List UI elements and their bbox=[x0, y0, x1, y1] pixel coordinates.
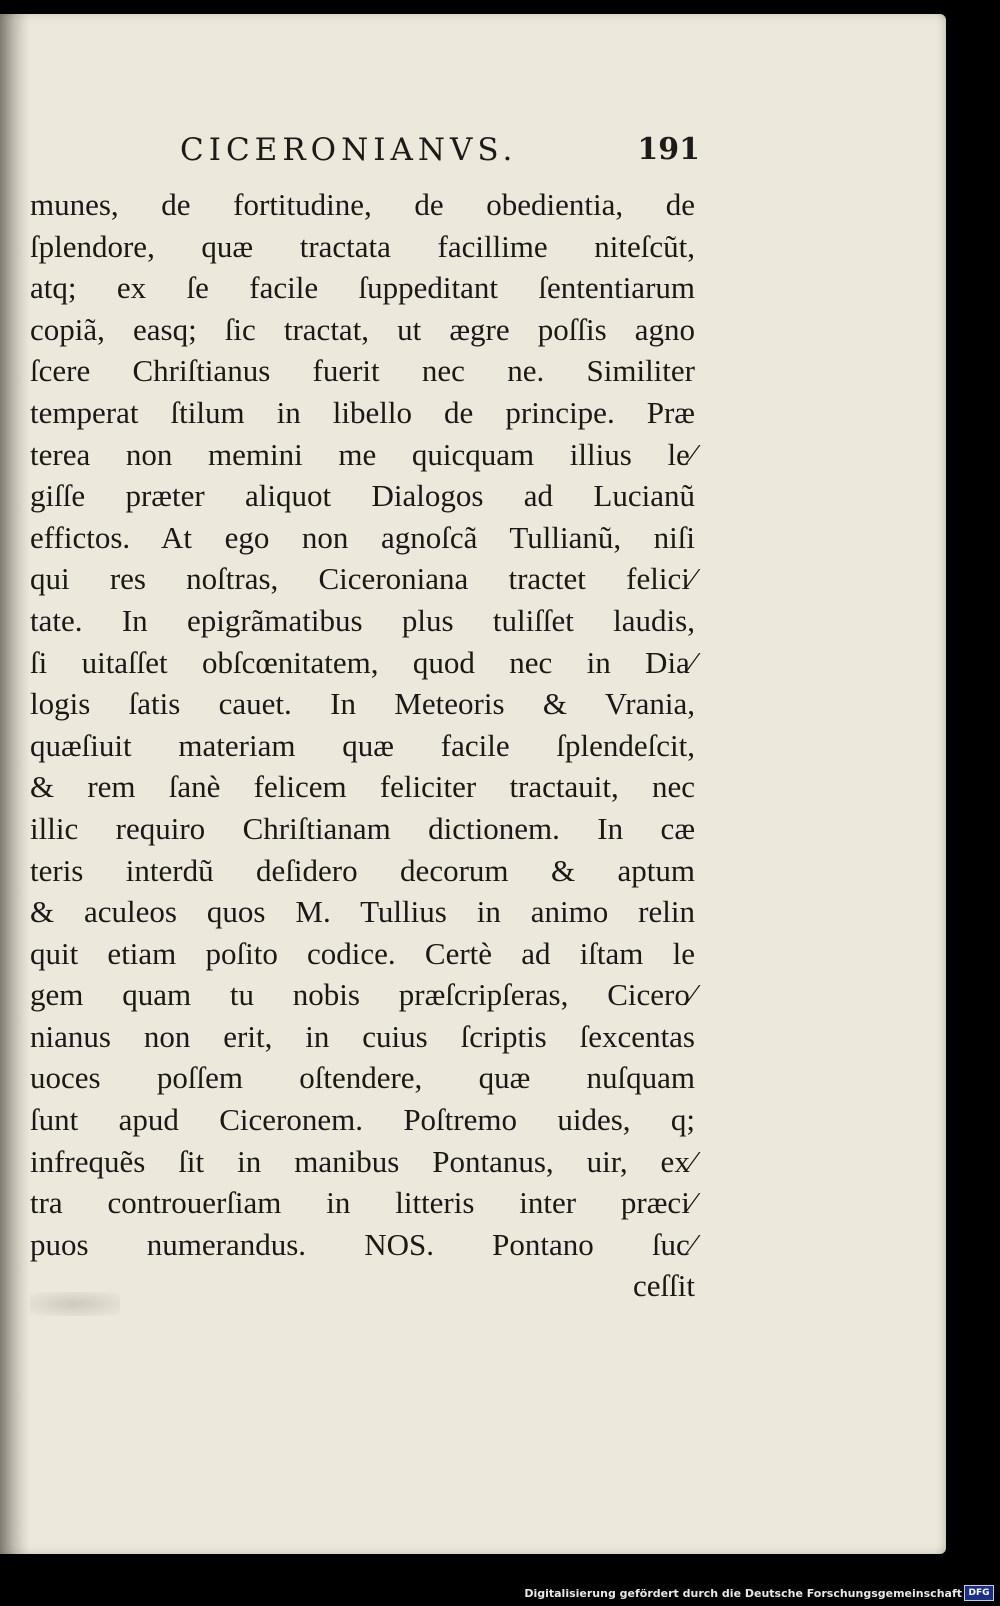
page-header bbox=[180, 132, 700, 172]
text-line: illic requiro Chriſtianam dictionem. In cæ bbox=[30, 810, 695, 846]
text-line: qui res noſtras, Ciceroniana tractet felici⁄ bbox=[30, 561, 695, 597]
text-block bbox=[30, 184, 695, 1307]
text-line: ſplendore, quæ tractata facillime niteſcũt, bbox=[30, 228, 695, 264]
text-line: quit etiam poſito codice. Certè ad iſtam le bbox=[30, 935, 695, 971]
text-line: copiã, easq; ſic tractat, ut ægre poſſis agno bbox=[30, 311, 695, 347]
text-line: ſunt apud Ciceronem. Poſtremo uides, q; bbox=[30, 1102, 695, 1138]
text-line: effictos. At ego non agnoſcã Tullianũ, niſi bbox=[30, 519, 695, 555]
text-line: tate. In epigrãmatibus plus tuliſſet laudis, bbox=[30, 602, 695, 638]
text-line: ſcere Chriſtianus fuerit nec ne. Similiter bbox=[30, 353, 695, 389]
text-line: puos numerandus. NOS. Pontano ſuc⁄ bbox=[30, 1226, 695, 1262]
text-line: terea non memini me quicquam illius le⁄ bbox=[30, 436, 695, 472]
page-number: 191 bbox=[637, 132, 700, 167]
text-line: teris interdũ deſidero decorum & aptum bbox=[30, 852, 695, 888]
book-page bbox=[0, 14, 946, 1554]
page-gutter-shadow bbox=[0, 14, 30, 1554]
text-line: quæſiuit materiam quæ facile ſplendeſcit, bbox=[30, 727, 695, 763]
text-line: giſſe præter aliquot Dialogos ad Lucianũ bbox=[30, 478, 695, 514]
text-line: nianus non erit, in cuius ſcriptis ſexcentas bbox=[30, 1018, 695, 1054]
dfg-logo: DFG bbox=[964, 1585, 994, 1601]
running-title: CICERONIANVS. bbox=[180, 132, 518, 168]
text-line: ſi uitaſſet obſcœnitatem, quod nec in Dia⁄ bbox=[30, 644, 695, 680]
text-line: tra controuerſiam in litteris inter præci⁄ bbox=[30, 1185, 695, 1221]
digitization-credit: Digitalisierung gefördert durch die Deutsche Forschungsgemeinschaft bbox=[524, 1587, 962, 1600]
text-line: munes, de fortitudine, de obedientia, de bbox=[30, 187, 695, 222]
text-line: gem quam tu nobis præſcripſeras, Cicero⁄ bbox=[30, 977, 695, 1013]
text-line: atq; ex ſe facile ſuppeditant ſententiarum bbox=[30, 270, 695, 306]
footer-bar bbox=[0, 1554, 1000, 1606]
text-line: infrequẽs ſit in manibus Pontanus, uir, ex⁄ bbox=[30, 1143, 695, 1179]
text-line: & rem ſanè felicem feliciter tractauit, nec bbox=[30, 769, 695, 805]
text-line: temperat ſtilum in libello de principe. Præ bbox=[30, 394, 695, 430]
text-line: & aculeos quos M. Tullius in animo relin bbox=[30, 894, 695, 930]
text-line: logis ſatis cauet. In Meteoris & Vrania, bbox=[30, 686, 695, 722]
paper-stain bbox=[30, 1292, 120, 1316]
catchword: ceſſit bbox=[633, 1268, 695, 1304]
text-line: uoces poſſem oſtendere, quæ nuſquam bbox=[30, 1060, 695, 1096]
